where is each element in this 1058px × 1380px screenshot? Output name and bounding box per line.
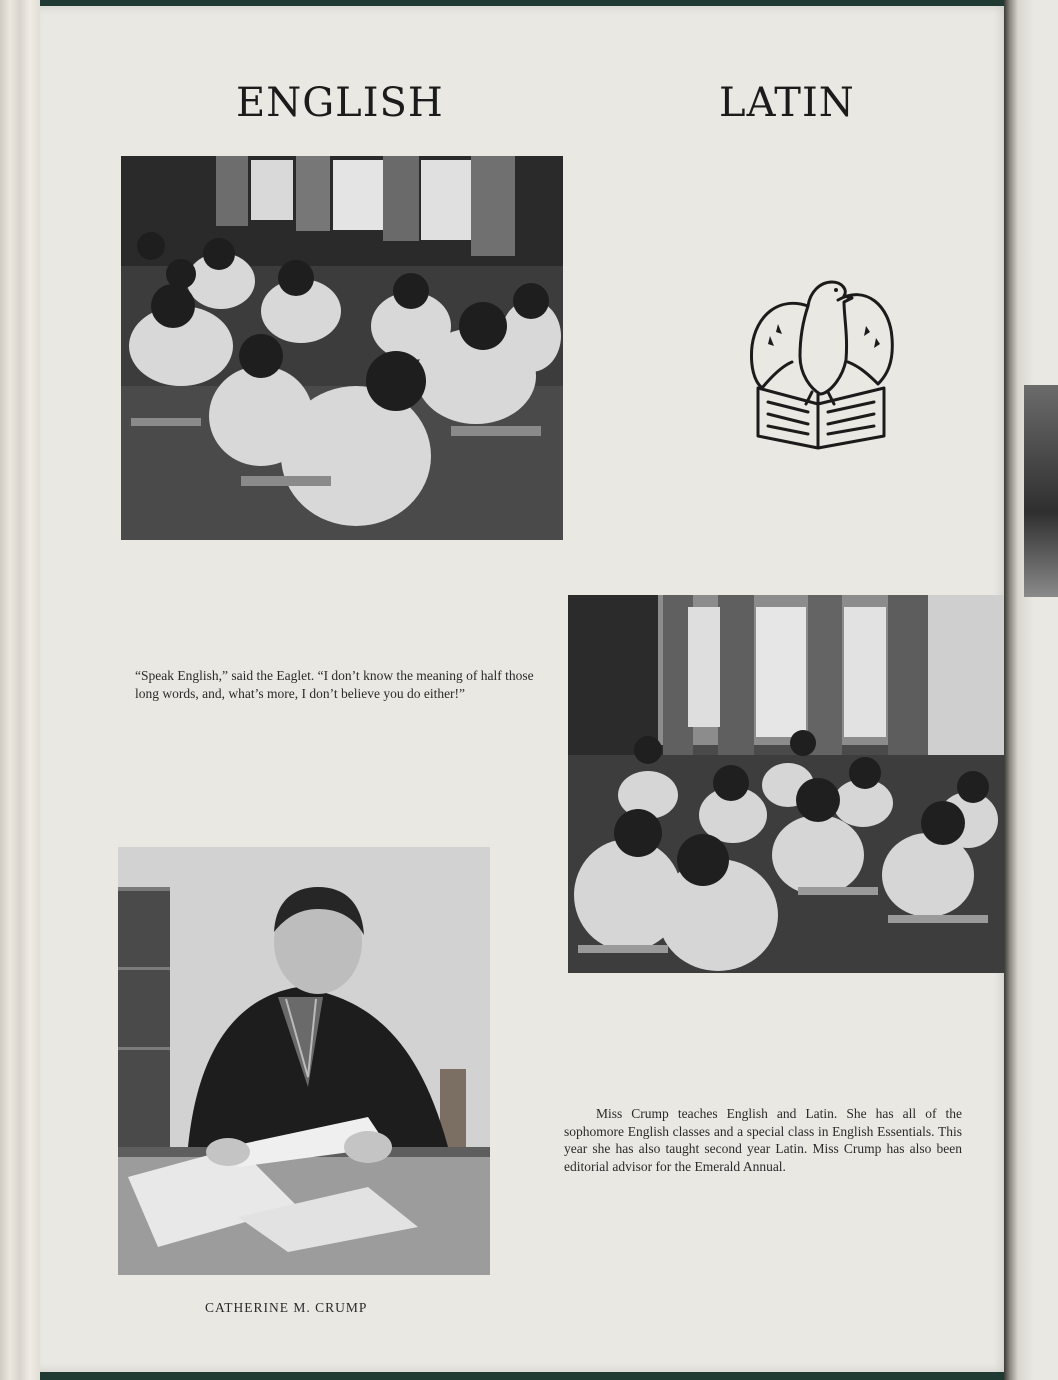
teacher-description: Miss Crump teaches English and Latin. She has all of the sophomore English classes and a special class in English Essentials. This year she has also taught second year Latin. Miss Crump has also been editorial advisor for the Emerald Annual. (564, 1106, 962, 1174)
adjacent-page-photo (1024, 385, 1058, 597)
eaglet-quote: “Speak English,” said the Eaglet. “I don’t know the meaning of half those long words, and, what’s more, I don’t believe you do either!” (135, 668, 534, 701)
book-gutter (1004, 0, 1058, 1380)
eagle-on-book-icon (748, 276, 894, 452)
teacher-name-caption: CATHERINE M. CRUMP (205, 1300, 368, 1315)
book-page-edges (0, 0, 40, 1380)
teacher-portrait-photo (118, 847, 490, 1275)
heading-latin: LATIN (719, 80, 855, 126)
english-classroom-photo (121, 156, 563, 540)
latin-classroom-photo (568, 595, 1004, 973)
heading-english: ENGLISH (236, 80, 444, 126)
